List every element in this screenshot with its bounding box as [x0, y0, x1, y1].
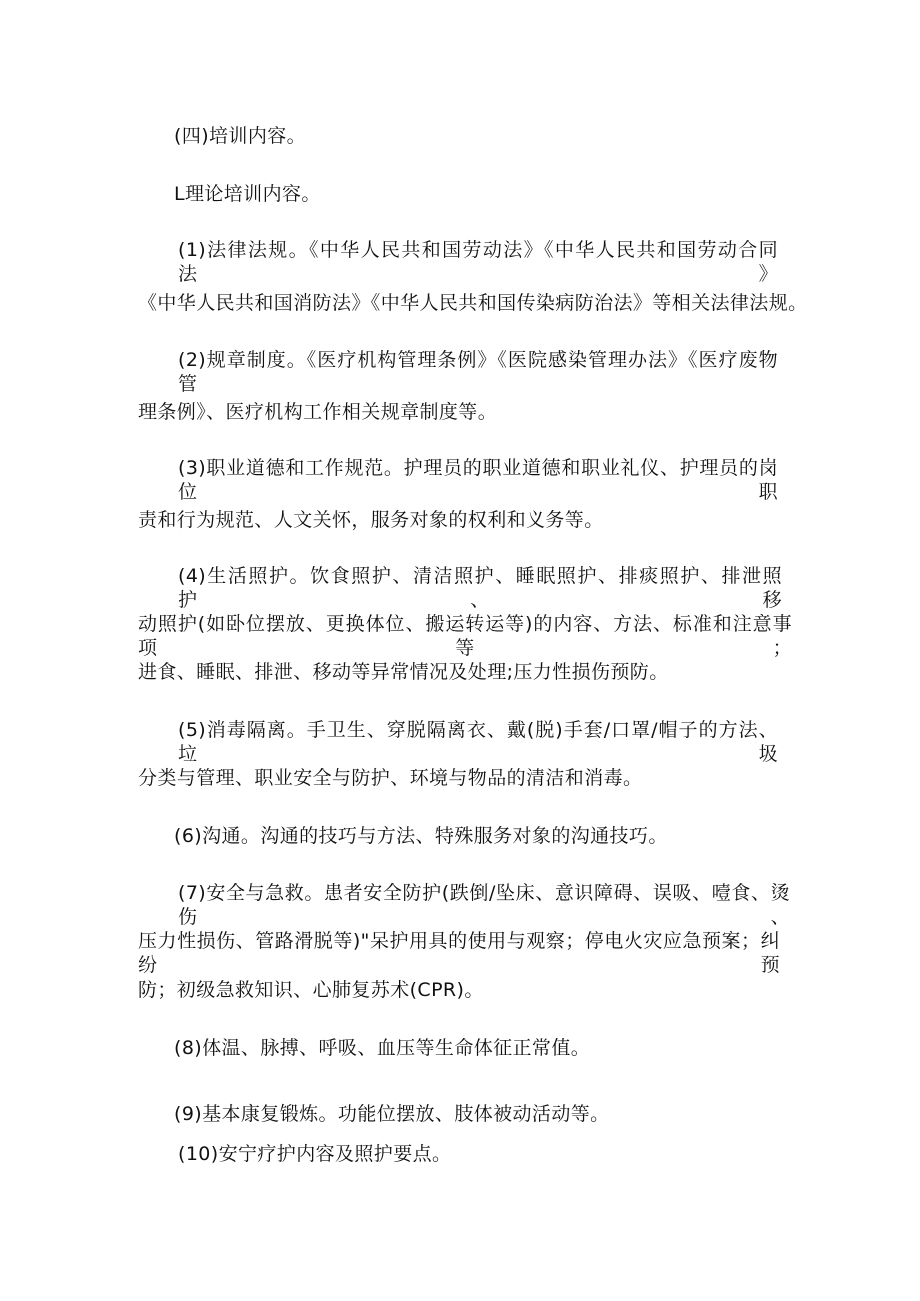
paragraph-line: (1)法律法规。《中华人民共和国劳动法》《中华人民共和国劳动合同法》: [178, 239, 778, 285]
paragraph-line: 压力性损伤、管路滑脱等)"呆护用具的使用与观察；停电火灾应急预案；纠纷预: [138, 930, 780, 976]
paragraph-line: (10)安宁疗护内容及照护要点。: [178, 1143, 452, 1165]
paragraph-line: 理条例》、医疗机构工作相关规章制度等。: [138, 401, 498, 423]
paragraph-line: (2)规章制度。《医疗机构管理条例》《医院感染管理办法》《医疗废物管: [178, 349, 778, 395]
paragraph-line: (6)沟通。沟通的技巧与方法、特殊服务对象的沟通技巧。: [174, 825, 668, 847]
paragraph-line: 《中华人民共和国消防法》《中华人民共和国传染病防治法》等相关法律法规。: [138, 292, 808, 314]
paragraph-line: (3)职业道德和工作规范。护理员的职业道德和职业礼仪、护理员的岗位职: [178, 457, 778, 503]
paragraph-line: (9)基本康复锻炼。功能位摆放、肢体被动活动等。: [174, 1103, 610, 1125]
paragraph-line: 动照护(如卧位摆放、更换体位、搬运转运等)的内容、方法、标准和注意事项等；: [138, 613, 792, 659]
subheading: L理论培训内容。: [174, 183, 321, 205]
paragraph-line: (4)生活照护。饮食照护、清洁照护、睡眠照护、排痰照护、排泄照护、移: [178, 565, 782, 611]
paragraph-line: (5)消毒隔离。手卫生、穿脱隔离衣、戴(脱)手套/口罩/帽子的方法、垃圾: [178, 719, 778, 765]
paragraph-line: 防；初级急救知识、心肺复苏术(CPR)。: [138, 979, 484, 1001]
paragraph-line: 进食、睡眠、排泄、移动等异常情况及处理;压力性损伤预防。: [138, 661, 669, 683]
paragraph-line: 分类与管理、职业安全与防护、环境与物品的清洁和消毒。: [138, 767, 643, 789]
paragraph-line: (8)体温、脉搏、呼吸、血压等生命体征正常值。: [174, 1037, 591, 1059]
paragraph-line: (7)安全与急救。患者安全防护(跌倒/坠床、意识障碍、误吸、噎食、烫伤、: [178, 882, 790, 928]
paragraph-line: 责和行为规范、人文关怀，服务对象的权利和义务等。: [138, 509, 604, 531]
section-heading: (四)培训内容。: [174, 125, 307, 147]
